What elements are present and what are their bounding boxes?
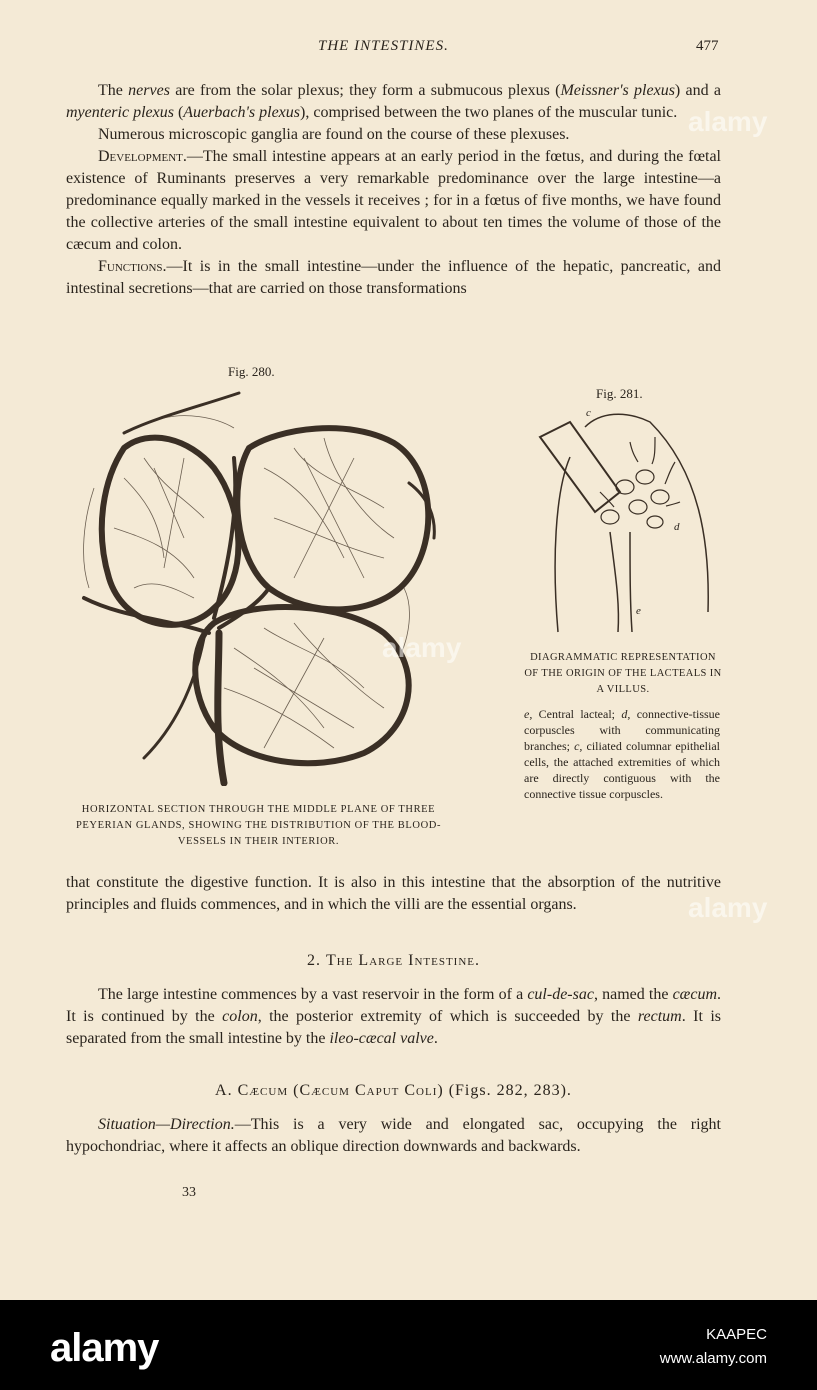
text-block-top [66, 80, 721, 300]
paragraph-development: Development.—The small intestine appears at an early period in the fœtus, and during the fœtal existence of Ruminants preserves a very remarkable predominance over the large intestine—a predominance equally marked in the vessels it receives ; for in a fœtus of five months, we have found the collective arteries of the small intestine equivalent to about ten times the volume of those of the cæcum and colon. [66, 148, 721, 253]
watermark-top-right: alamy [688, 106, 768, 137]
fig281-letter-e: e [636, 605, 641, 617]
image-reference [660, 1323, 767, 1371]
subsection-title-caecum: A. Cæcum (Cæcum Caput Coli) (Figs. 282, 283). [215, 1082, 572, 1099]
fig280-caption: HORIZONTAL SECTION THROUGH THE MIDDLE PLANE OF THREE PEYERIAN GLANDS, SHOWING THE DISTRIBUTION OF THE BLOOD-VESSELS IN THEIR INTERIOR. [75, 804, 442, 847]
paragraph-functions: Functions.—It is in the small intestine—under the influence of the hepatic, pancreatic, and intestinal secretions—that are carried on those transformations [66, 258, 721, 297]
page-number: 477 [696, 38, 719, 54]
section-title-large-intestine: 2. The Large Intestine. [306, 952, 481, 969]
fig281-label: Fig. 281. [596, 386, 643, 401]
fig281-letter-d: d [674, 521, 680, 533]
fig281-illustration [530, 402, 720, 642]
running-head [0, 38, 817, 60]
alamy-logo: alamy [50, 1326, 159, 1370]
fig280-label: Fig. 280. [228, 364, 275, 379]
stock-footer-bar [0, 1300, 817, 1390]
text-block-middle [66, 872, 721, 916]
fig281-caption: DIAGRAMMATIC REPRESENTATION OF THE ORIGIN OF THE LACTEALS IN A VILLUS. [524, 652, 722, 695]
image-id: KAAPEC [706, 1326, 767, 1343]
running-head-title: THE INTESTINES. [318, 38, 449, 54]
paragraph-digestive-function: that constitute the digestive function. It is also in this intestine that the absorption of the nutritive principles and fluids commences, and in which the villi are the essential organs. [66, 874, 721, 913]
text-block-large-intestine [66, 984, 721, 1050]
fig281-letter-c: c [586, 407, 591, 419]
text-block-caecum [66, 1114, 721, 1158]
signature-mark: 33 [182, 1185, 196, 1200]
site-url: www.alamy.com [659, 1350, 767, 1367]
fig280-illustration [64, 388, 444, 786]
watermark-center: alamy [382, 632, 462, 663]
paragraph-large-intestine: The large intestine commences by a vast reservoir in the form of a cul-de-sac, named the cæcum. It is continued by the colon, the posterior extremity of which is succeeded by the rectum. It is separated from the small intestine by the ileo-cæcal valve. [66, 986, 721, 1047]
watermark-mid-right: alamy [688, 892, 768, 923]
paragraph-nerves: The nerves are from the solar plexus; they form a submucous plexus (Meissner's plexus) and a myenteric plexus (Auerbach's plexus), comprised between the two planes of the muscular tunic. [66, 82, 722, 121]
paragraph-situation-direction: Situation—Direction.—This is a very wide and elongated sac, occupying the right hypochondriac, where it affects an oblique direction downwards and backwards. [66, 1116, 721, 1155]
fig281-legend: e, Central lacteal; d, connective-tissue corpuscles with communicating branches; c, ciliated columnar epithelial cells, the attached extremities of which are directly contiguous with the connective tissue corpuscles. [524, 707, 721, 801]
paragraph-ganglia: Numerous microscopic ganglia are found on the course of these plexuses. [98, 126, 570, 143]
